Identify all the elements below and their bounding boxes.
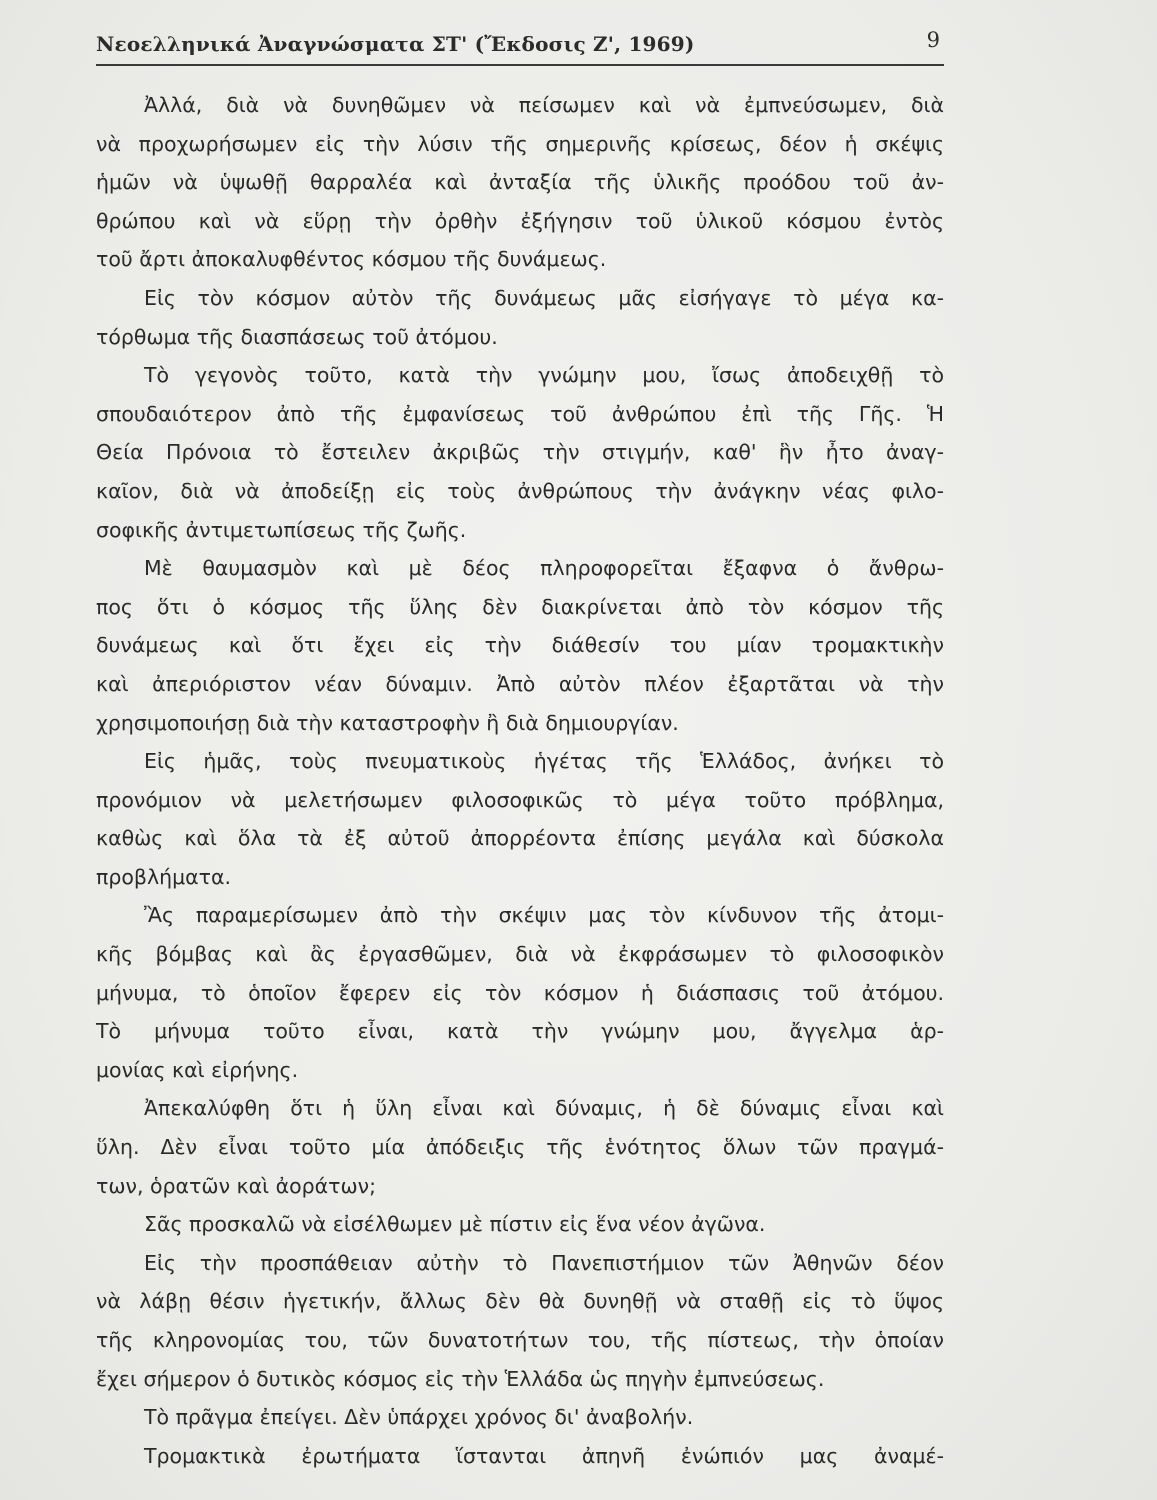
text-line: προνόμιον νὰ μελετήσωμεν φιλοσοφικῶς τὸ μέγα τοῦτο πρόβλημα, xyxy=(96,787,944,812)
text-line: ὕλη. Δὲν εἶναι τοῦτο μία ἀπόδειξις τῆς ἑνότητος ὅλων τῶν πραγμά- xyxy=(96,1135,944,1160)
text-line: τόρθωμα τῆς διασπάσεως τοῦ ἀτόμου. xyxy=(96,324,498,349)
text-line: πος ὅτι ὁ κόσμος τῆς ὕλης δὲν διακρίνεται ἀπὸ τὸν κόσμον τῆς xyxy=(96,594,944,619)
running-header xyxy=(96,28,944,66)
text-line: μήνυμα, τὸ ὁποῖον ἔφερεν εἰς τὸν κόσμον ἡ διάσπασις τοῦ ἀτόμου. xyxy=(96,980,944,1005)
text-line: Σᾶς προσκαλῶ νὰ εἰσέλθωμεν μὲ πίστιν εἰς ἕνα νέον ἀγῶνα. xyxy=(144,1212,766,1237)
text-line: καὶ ἀπεριόριστον νέαν δύναμιν. Ἀπὸ αὐτὸν πλέον ἐξαρτᾶται νὰ τὴν xyxy=(96,671,944,696)
text-line: Τὸ μήνυμα τοῦτο εἶναι, κατὰ τὴν γνώμην μου, ἄγγελμα ἁρ- xyxy=(96,1019,944,1044)
text-line: Τὸ γεγονὸς τοῦτο, κατὰ τὴν γνώμην μου, ἴσως ἀποδειχθῇ τὸ xyxy=(144,363,944,388)
text-line: Εἰς τὸν κόσμον αὐτὸν τῆς δυνάμεως μᾶς εἰσήγαγε τὸ μέγα κα- xyxy=(144,285,944,310)
text-line: Εἰς ἡμᾶς, τοὺς πνευματικοὺς ἡγέτας τῆς Ἑλλάδος, ἀνήκει τὸ xyxy=(144,749,944,774)
text-line: καθὼς καὶ ὅλα τὰ ἐξ αὐτοῦ ἀπορρέοντα ἐπίσης μεγάλα καὶ δύσκολα xyxy=(96,826,944,851)
text-line: ἔχει σήμερον ὁ δυτικὸς κόσμος εἰς τὴν Ἑλλάδα ὡς πηγὴν ἐμπνεύσεως. xyxy=(96,1366,825,1391)
text-line: Ἀπεκαλύφθη ὅτι ἡ ὕλη εἶναι καὶ δύναμις, ἡ δὲ δύναμις εἶναι καὶ xyxy=(144,1096,944,1121)
text-line: Τρομακτικὰ ἐρωτήματα ἵστανται ἀπηνῆ ἐνώπιόν μας ἀναμέ- xyxy=(144,1443,944,1468)
body-text xyxy=(96,86,944,1475)
text-line: Τὸ πρᾶγμα ἐπείγει. Δὲν ὑπάρχει χρόνος δι' ἀναβολήν. xyxy=(144,1405,694,1430)
text-line: Μὲ θαυμασμὸν καὶ μὲ δέος πληροφορεῖται ἔξαφνα ὁ ἄνθρω- xyxy=(144,556,944,581)
text-line: Θεία Πρόνοια τὸ ἔστειλεν ἀκριβῶς τὴν στιγμήν, καθ' ἣν ἦτο ἀναγ- xyxy=(96,440,944,465)
text-line: νὰ λάβῃ θέσιν ἡγετικήν, ἄλλως δὲν θὰ δυνηθῇ νὰ σταθῇ εἰς τὸ ὕψος xyxy=(96,1289,944,1314)
text-line: τῆς κληρονομίας του, τῶν δυνατοτήτων του, τῆς πίστεως, τὴν ὁποίαν xyxy=(96,1328,944,1352)
text-line: καῖον, διὰ νὰ ἀποδείξῃ εἰς τοὺς ἀνθρώπους τὴν ἀνάγκην νέας φιλο- xyxy=(96,478,944,503)
text-line: Ἂς παραμερίσωμεν ἀπὸ τὴν σκέψιν μας τὸν κίνδυνον τῆς ἀτομι- xyxy=(144,903,944,928)
text-line: χρησιμοποιήσῃ διὰ τὴν καταστροφὴν ἢ διὰ δημιουργίαν. xyxy=(96,710,679,735)
text-line: κῆς βόμβας καὶ ἂς ἐργασθῶμεν, διὰ νὰ ἐκφράσωμεν τὸ φιλοσοφικὸν xyxy=(96,942,944,967)
text-line: μονίας καὶ εἰρήνης. xyxy=(96,1057,299,1082)
text-line: νὰ προχωρήσωμεν εἰς τὴν λύσιν τῆς σημερινῆς κρίσεως, δέον ἡ σκέψις xyxy=(96,131,944,156)
text-line: δυνάμεως καὶ ὅτι ἔχει εἰς τὴν διάθεσίν του μίαν τρομακτικὴν xyxy=(96,633,944,658)
text-line: Ἀλλά, διὰ νὰ δυνηθῶμεν νὰ πείσωμεν καὶ νὰ ἐμπνεύσωμεν, διὰ xyxy=(144,93,944,117)
text-line: Εἰς τὴν προσπάθειαν αὐτὴν τὸ Πανεπιστήμιον τῶν Ἀθηνῶν δέον xyxy=(144,1250,944,1275)
page-number: 9 xyxy=(926,28,940,52)
text-line: θρώπου καὶ νὰ εὕρῃ τὴν ὀρθὴν ἐξήγησιν τοῦ ὑλικοῦ κόσμου ἐντὸς xyxy=(96,208,944,233)
header-title: Νεοελληνικά Ἀναγνώσματα ΣΤ' (Ἔκδοσις Ζ', 1969) xyxy=(96,32,695,56)
text-line: των, ὁρατῶν καὶ ἀοράτων; xyxy=(96,1173,377,1198)
text-line: ἡμῶν νὰ ὑψωθῇ θαρραλέα καὶ ἀνταξία τῆς ὑλικῆς προόδου τοῦ ἀν- xyxy=(96,170,944,195)
text-line: σπουδαιότερον ἀπὸ τῆς ἐμφανίσεως τοῦ ἀνθρώπου ἐπὶ τῆς Γῆς. Ἡ xyxy=(96,401,944,426)
text-line: σοφικῆς ἀντιμετωπίσεως τῆς ζωῆς. xyxy=(96,517,467,542)
text-line: προβλήματα. xyxy=(96,864,232,889)
text-line: τοῦ ἄρτι ἀποκαλυφθέντος κόσμου τῆς δυνάμεως. xyxy=(96,247,607,272)
